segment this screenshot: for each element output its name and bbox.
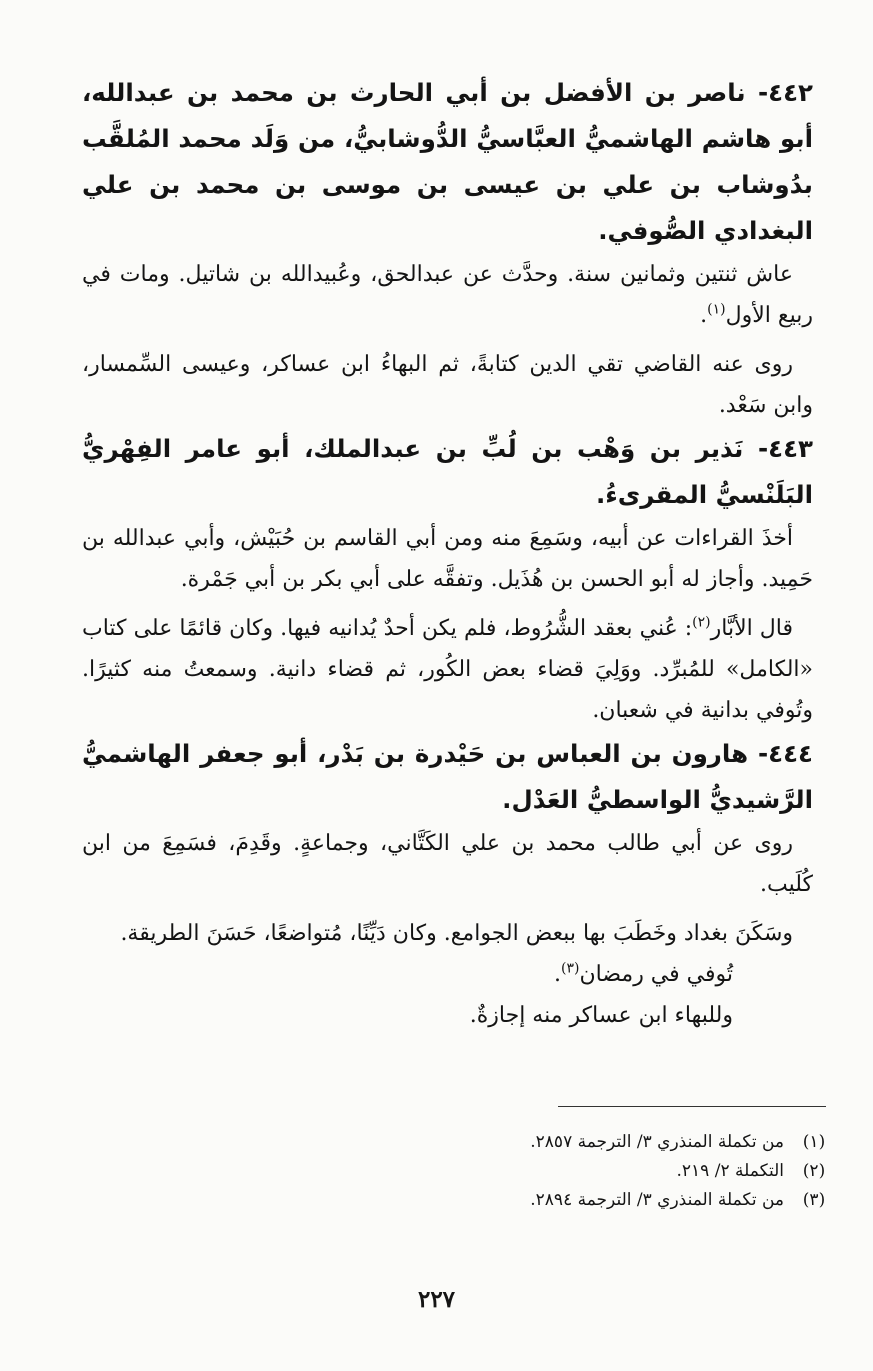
paragraph [82, 995, 813, 1036]
footnote-ref[interactable]: (١) [707, 301, 726, 318]
entry-heading: ٤٤٣- نَذير بن وَهْب بن لُبِّ بن عبدالملك، أبو عامر الفِهْريُّ البَلَنْسيُّ المقرىءُ. [82, 434, 813, 509]
footnote-ref[interactable]: (٢) [692, 614, 711, 631]
paragraph-text: وللبهاء ابن عساكر منه إجازةٌ. [469, 1003, 733, 1028]
footnote-item [406, 1157, 826, 1186]
footnote-number: (٢) [802, 1161, 826, 1181]
footnote-divider [558, 1106, 826, 1107]
paragraph [82, 518, 813, 600]
entry-heading: ٤٤٢- ناصر بن الأفضل بن أبي الحارث بن محمد بن عبدالله، أبو هاشم الهاشميُّ العبَّاسيُّ الدُّوشابيُّ، من وَلَد محمد المُلقَّب بدُوشاب بن علي بن عيسى بن موسى بن محمد بن علي البغدادي الصُّوفي. [82, 78, 813, 245]
page-number: ٢٢٧ [417, 1286, 456, 1313]
paragraph [82, 823, 813, 905]
footnote-text: التكملة ٢/ ٢١٩. [676, 1161, 784, 1181]
footnote-text: من تكملة المنذري ٣/ الترجمة ٢٨٩٤. [530, 1190, 784, 1210]
paragraph-text: عاش ثنتين وثمانين سنة. وحدَّث عن عبدالحق، وعُبيدالله بن شاتيل. ومات في ربيع الأول [82, 262, 813, 328]
paragraph [82, 954, 813, 995]
footnote-ref[interactable]: (٣) [561, 960, 580, 977]
footnote-number: (٣) [802, 1190, 826, 1210]
paragraph-text-after: . [554, 962, 561, 987]
paragraph-text-after: : عُني بعقد الشُّرُوط، فلم يكن أحدٌ يُدانيه فيها. وكان قائمًا على كتاب «الكامل» للمُبرِّد. ووَلِيَ قضاء بعض الكُور، ثم قضاء دانية. وسمعتُ منه كثيرًا. وتُوفي بدانية في شعبان. [82, 616, 813, 723]
main-text [82, 70, 813, 1036]
paragraph-text-after: . [700, 303, 708, 328]
paragraph [82, 608, 813, 731]
paragraph-text: تُوفي في رمضان [579, 962, 733, 987]
paragraph-text: روى عن أبي طالب محمد بن علي الكَتَّاني، وجماعةٍ. وقَدِمَ، فسَمِعَ من ابن كُلَيب. [82, 831, 813, 897]
footnotes [406, 1128, 826, 1215]
paragraph [82, 913, 813, 954]
paragraph [82, 344, 813, 426]
paragraph-text: روى عنه القاضي تقي الدين كتابةً، ثم البهاءُ ابن عساكر، وعيسى السِّمسار، وابن سَعْد. [82, 352, 813, 418]
paragraph-text: أخذَ القراءات عن أبيه، وسَمِعَ منه ومن أبي القاسم بن حُبَيْش، وأبي عبدالله بن حَمِيد. وأجاز له أبو الحسن بن هُذَيل. وتفقَّه على أبي بكر بن أبي جَمْرة. [82, 526, 813, 592]
paragraph-text: وسَكَنَ بغداد وخَطَبَ بها ببعض الجوامع. وكان دَيِّنًا، مُتواضعًا، حَسَنَ الطريقة. [120, 921, 793, 946]
paragraph-text: قال الأبَّار [710, 616, 793, 641]
footnote-number: (١) [802, 1132, 826, 1152]
footnote-item [406, 1186, 826, 1215]
entry-heading: ٤٤٤- هارون بن العباس بن حَيْدرة بن بَدْر، أبو جعفر الهاشميُّ الرَّشيديُّ الواسطيُّ العَدْل. [82, 739, 813, 814]
paragraph [82, 254, 813, 336]
footnote-item [406, 1128, 826, 1157]
footnote-text: من تكملة المنذري ٣/ الترجمة ٢٨٥٧. [530, 1132, 784, 1152]
